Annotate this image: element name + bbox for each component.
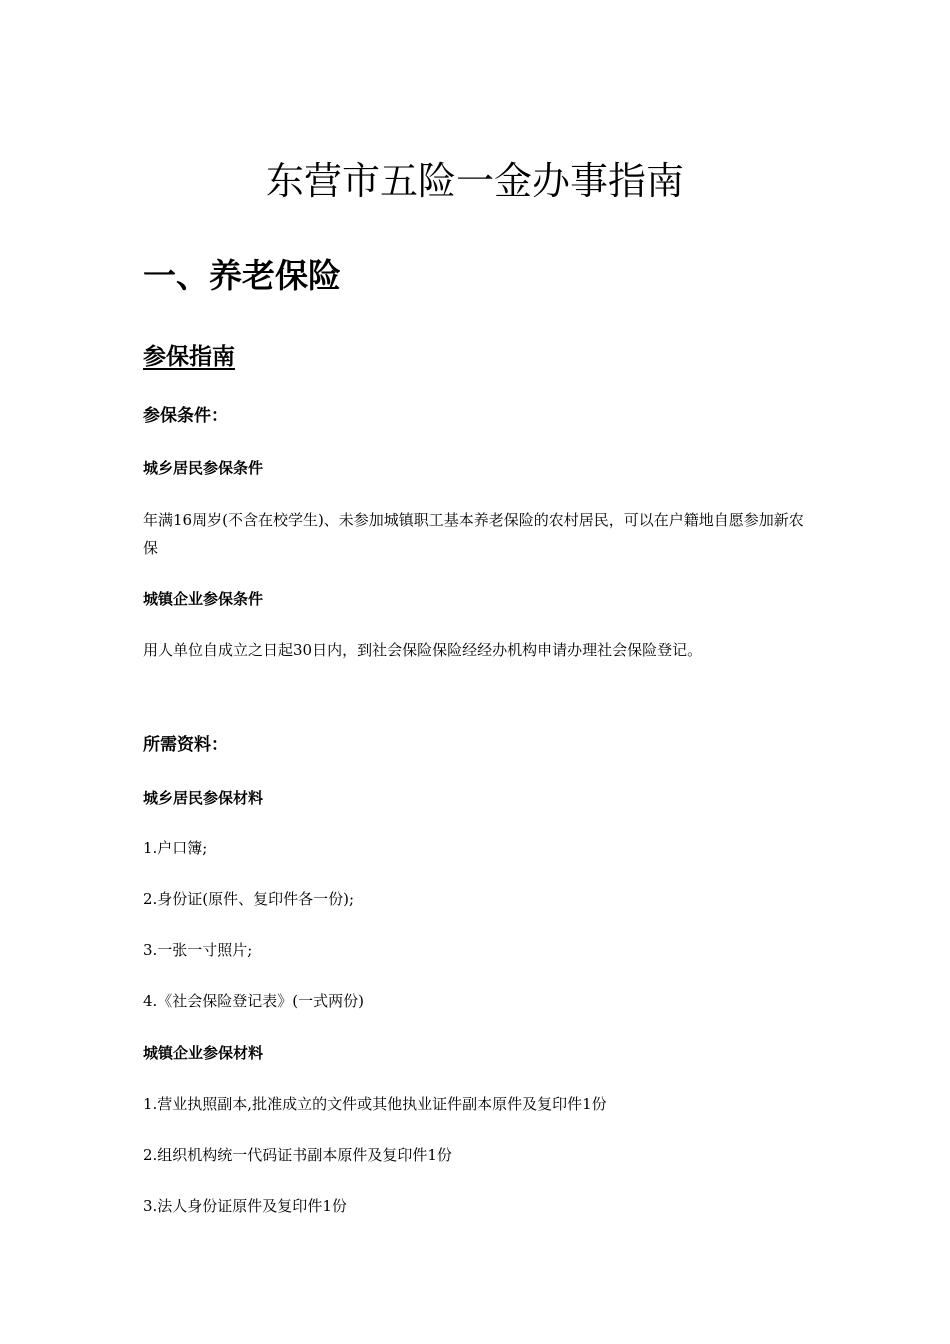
list-item-enterprise-material: 1.营业执照副本,批准成立的文件或其他执业证件副本原件及复印件1份 <box>143 1095 607 1113</box>
heading-resident-materials: 城乡居民参保材料 <box>143 789 264 807</box>
heading-enterprise-conditions: 城镇企业参保条件 <box>143 590 264 608</box>
list-item-enterprise-material: 2.组织机构统一代码证书副本原件及复印件1份 <box>143 1146 452 1164</box>
heading-resident-conditions: 城乡居民参保条件 <box>143 459 264 477</box>
list-item-resident-material: 3.一张一寸照片; <box>143 941 253 959</box>
list-item-resident-material: 2.身份证(原件、复印件各一份); <box>143 890 355 908</box>
label-enrollment-conditions: 参保条件： <box>143 406 228 426</box>
text-enterprise-conditions: 用人单位自成立之日起30日内，到社会保险保险经经办机构申请办理社会保险登记。 <box>143 641 703 659</box>
text-resident-conditions: 年满16周岁(不含在校学生)、未参加城镇职工基本养老保险的农村居民，可以在户籍地自愿参加新农保 <box>143 511 804 557</box>
subsection-heading-enrollment-guide: 参保指南 <box>143 343 235 370</box>
heading-enterprise-materials: 城镇企业参保材料 <box>143 1044 264 1062</box>
section-heading-pension-insurance: 一、养老保险 <box>143 256 341 295</box>
list-item-enterprise-material: 3.法人身份证原件及复印件1份 <box>143 1197 347 1215</box>
list-item-resident-material: 4.《社会保险登记表》(一式两份) <box>143 992 365 1010</box>
label-required-materials: 所需资料： <box>143 735 228 755</box>
list-item-resident-material: 1.户口簿; <box>143 839 208 857</box>
document-title: 东营市五险一金办事指南 <box>265 159 684 203</box>
